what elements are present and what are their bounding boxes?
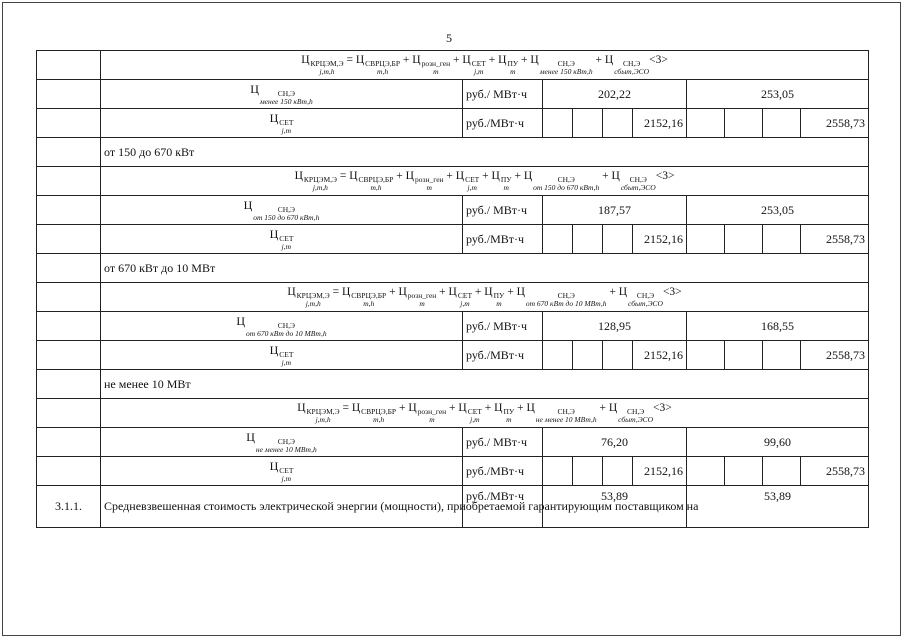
page-number: 5 [446,31,452,45]
value-cell: 253,05 [687,80,869,109]
section-label-row [37,254,869,283]
component-name: Ц СЕТ j,m [101,225,463,254]
section-label: не менее 10 МВт [101,370,869,399]
component-name: Ц СН,Э менее 150 кВт,h [101,80,463,109]
value-cell: 2558,73 [801,225,869,254]
table-row [37,196,869,225]
table-row [37,486,869,528]
component-name: Ц СН,Э от 150 до 670 кВт,h [101,196,463,225]
component-name: Ц СЕТ j,m [101,109,463,138]
table-row [37,109,869,138]
value-cell: 128,95 [543,312,687,341]
row-number: 3.1.1. [37,486,101,528]
value-cell: 2152,16 [633,109,687,138]
unit-cell: руб./МВт·ч [463,457,543,486]
section-label-row [37,138,869,167]
table-row [37,341,869,370]
table-row [37,428,869,457]
table-row [37,457,869,486]
formula-row [37,51,869,80]
row-description: Средневзвешенная стоимость электрической энергии (мощности), приобретаемой гарантирующим поставщиком на [101,486,463,528]
formula-row [37,283,869,312]
value-cell: 2558,73 [801,109,869,138]
component-name: Ц СН,Э от 670 кВт до 10 МВт,h [101,312,463,341]
value-cell: 76,20 [543,428,687,457]
price-formula: Ц КРЦЭМ,Э j,m,h = Ц СВРЦЭ,БР m,h + Ц розн_ген m + Ц СЕТ j,m + Ц ПУ m + Ц СН,Э не менее 10 МВт,h + Ц СН,Э сбыт,ЭСО <3> [101,399,869,428]
value-cell: 168,55 [687,312,869,341]
price-formula: Ц КРЦЭМ,Э j,m,h = Ц СВРЦЭ,БР m,h + Ц розн_ген m + Ц СЕТ j,m + Ц ПУ m + Ц СН,Э от 150 до 670 кВт,h + Ц СН,Э сбыт,ЭСО <3> [101,167,869,196]
unit-cell: руб./ МВт·ч [463,196,543,225]
value-cell: 2152,16 [633,341,687,370]
table-row [37,225,869,254]
value-cell: 53,89 [543,486,687,528]
price-formula: Ц КРЦЭМ,Э j,m,h = Ц СВРЦЭ,БР m,h + Ц розн_ген m + Ц СЕТ j,m + Ц ПУ m + Ц СН,Э от 670 кВт до 10 МВт,h + Ц СН,Э сбыт,ЭСО <3> [101,283,869,312]
unit-cell: руб./МВт·ч [463,225,543,254]
formula-row [37,399,869,428]
tariff-table [36,50,869,528]
price-formula: Ц КРЦЭМ,Э j,m,h = Ц СВРЦЭ,БР m,h + Ц розн_ген m + Ц СЕТ j,m + Ц ПУ m + Ц СН,Э менее 150 кВт,h + Ц СН,Э сбыт,ЭСО <3> [101,51,869,80]
section-label: от 150 до 670 кВт [101,138,869,167]
value-cell: 2152,16 [633,225,687,254]
table-row [37,80,869,109]
value-cell: 99,60 [687,428,869,457]
value-cell: 187,57 [543,196,687,225]
value-cell: 253,05 [687,196,869,225]
unit-cell: руб./ МВт·ч [463,80,543,109]
value-cell: 2558,73 [801,341,869,370]
formula-row [37,167,869,196]
component-name: Ц СН,Э не менее 10 МВт,h [101,428,463,457]
value-cell: 2558,73 [801,457,869,486]
value-cell: 2152,16 [633,457,687,486]
unit-cell: руб./МВт·ч [463,109,543,138]
table-row [37,312,869,341]
component-name: Ц СЕТ j,m [101,457,463,486]
value-cell: 202,22 [543,80,687,109]
section-label-row [37,370,869,399]
unit-cell: руб./ МВт·ч [463,312,543,341]
unit-cell: руб./МВт·ч [463,341,543,370]
unit-cell: руб./ МВт·ч [463,428,543,457]
section-label: от 670 кВт до 10 МВт [101,254,869,283]
unit-cell: руб./МВт·ч [463,486,543,528]
component-name: Ц СЕТ j,m [101,341,463,370]
value-cell: 53,89 [687,486,869,528]
